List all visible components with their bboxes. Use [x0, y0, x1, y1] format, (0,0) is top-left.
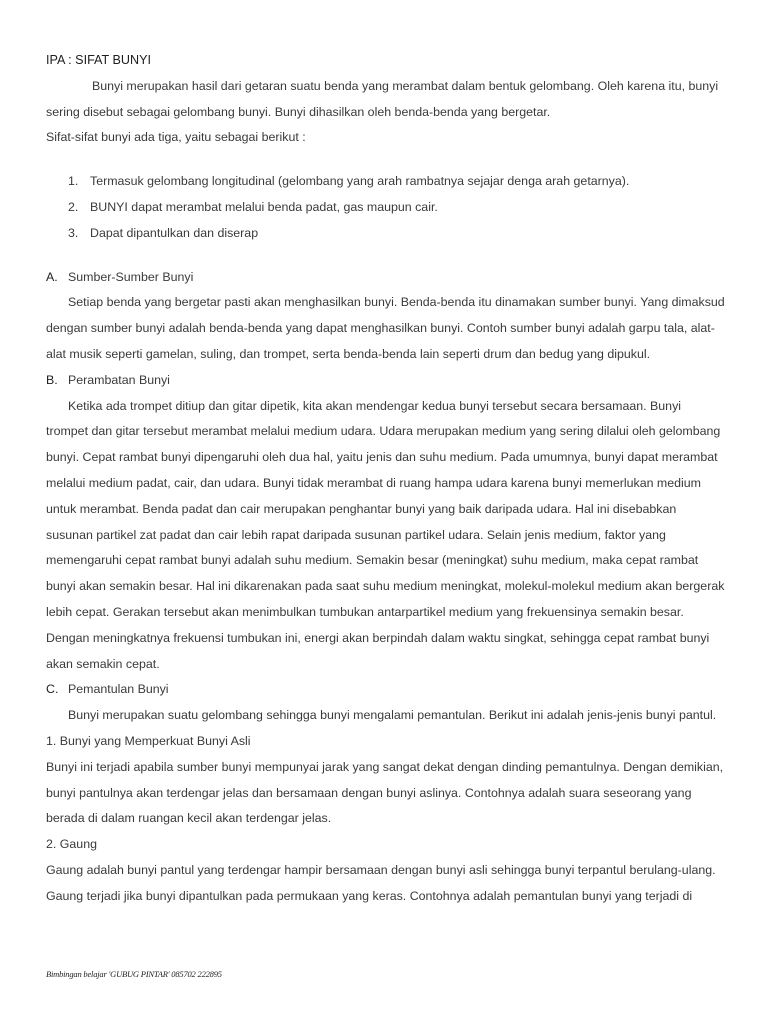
list-item: 1. Termasuk gelombang longitudinal (gelombang yang arah rambatnya sejajar denga arah getarnya). — [68, 174, 630, 189]
section-body-perambatan: Ketika ada trompet ditiup dan gitar dipetik, kita akan mendengar kedua bunyi tersebut secara bersamaan. Bunyi trompet dan gitar tersebut merambat melalui medium udara. Udara merupakan medium yang sering dilalui oleh gelombang bunyi. Cepat rambat bunyi dipengaruhi oleh dua hal, yaitu jenis dan suhu medium. Pada umumnya, bunyi dapat merambat melalui medium padat, cair, dan udara. Bunyi tidak merambat di ruang hampa udara karena bunyi memerlukan medium untuk merambat. Benda padat dan cair merupakan penghantar bunyi yang baik daripada udara. Hal ini disebabkan susunan partikel zat padat dan cair lebih rapat daripada susunan partikel udara. Selain jenis medium, faktor yang memengaruhi cepat rambat bunyi adalah suhu medium. Semakin besar (meningkat) suhu medium, maka cepat rambat bunyi akan semakin besar. Hal ini dikarenakan pada saat suhu medium meningkat, molekul-molekul medium akan bergerak lebih cepat. Gerakan tersebut akan menimbulkan tumbukan antarpartikel medium yang frekuensinya semakin besar. Dengan meningkatnya frekuensi tumbukan ini, energi akan berpindah dalam waktu singkat, sehingga cepat rambat bunyi akan semakin cepat. — [46, 398, 725, 671]
list-item: 2. BUNYI dapat merambat melalui benda padat, gas maupun cair. — [68, 199, 438, 214]
section-heading-perambatan: B. Perambatan Bunyi — [46, 372, 170, 387]
properties-lead: Sifat-sifat bunyi ada tiga, yaitu sebagai berikut : — [46, 130, 306, 145]
section-body-sumber: Setiap benda yang bergetar pasti akan menghasilkan bunyi. Benda-benda itu dinamakan sumber bunyi. Yang dimaksud dengan sumber bunyi adalah benda-benda yang dapat menghasilkan bunyi. Contoh sumber bunyi adalah garpu tala, alat-alat musik seperti gamelan, suling, dan trompet, serta benda-benda lain seperti drum dan bedug yang dipukul. — [46, 295, 725, 361]
subheading-memperkuat: 1. Bunyi yang Memperkuat Bunyi Asli — [46, 733, 251, 748]
document-title: IPA : SIFAT BUNYI — [46, 53, 151, 67]
section-heading-sumber: A. Sumber-Sumber Bunyi — [46, 269, 194, 284]
section-heading-pemantulan: C. Pemantulan Bunyi — [46, 682, 169, 697]
body-gaung: Gaung adalah bunyi pantul yang terdengar hampir bersamaan dengan bunyi asli sehingga bunyi terpantul berulang-ulang. Gaung terjadi jika bunyi dipantulkan pada permukaan yang keras. Contohnya adalah pemantulan bunyi yang terjadi di — [46, 862, 716, 903]
properties-list — [46, 169, 726, 246]
intro-paragraph: Bunyi merupakan hasil dari getaran suatu benda yang merambat dalam bentuk gelombang. Oleh karena itu, bunyi sering disebut sebagai gelombang bunyi. Bunyi dihasilkan oleh benda-benda yang bergetar. — [46, 78, 719, 119]
list-item: 3. Dapat dipantulkan dan diserap — [68, 225, 259, 240]
section-body-pemantulan: Bunyi merupakan suatu gelombang sehingga bunyi mengalami pemantulan. Berikut ini adalah jenis-jenis bunyi pantul. — [68, 708, 717, 723]
page-footer: Bimbingan belajar 'GUBUG PINTAR' 085702 222895 — [46, 969, 222, 979]
body-memperkuat: Bunyi ini terjadi apabila sumber bunyi mempunyai jarak yang sangat dekat dengan dinding pemantulnya. Dengan demikian, bunyi pantulnya akan terdengar jelas dan bersamaan dengan bunyi aslinya. Contohnya adalah suara seseorang yang berada di dalam ruangan kecil akan terdengar jelas. — [46, 759, 724, 826]
document-body — [46, 48, 726, 910]
subheading-gaung: 2. Gaung — [46, 837, 97, 852]
